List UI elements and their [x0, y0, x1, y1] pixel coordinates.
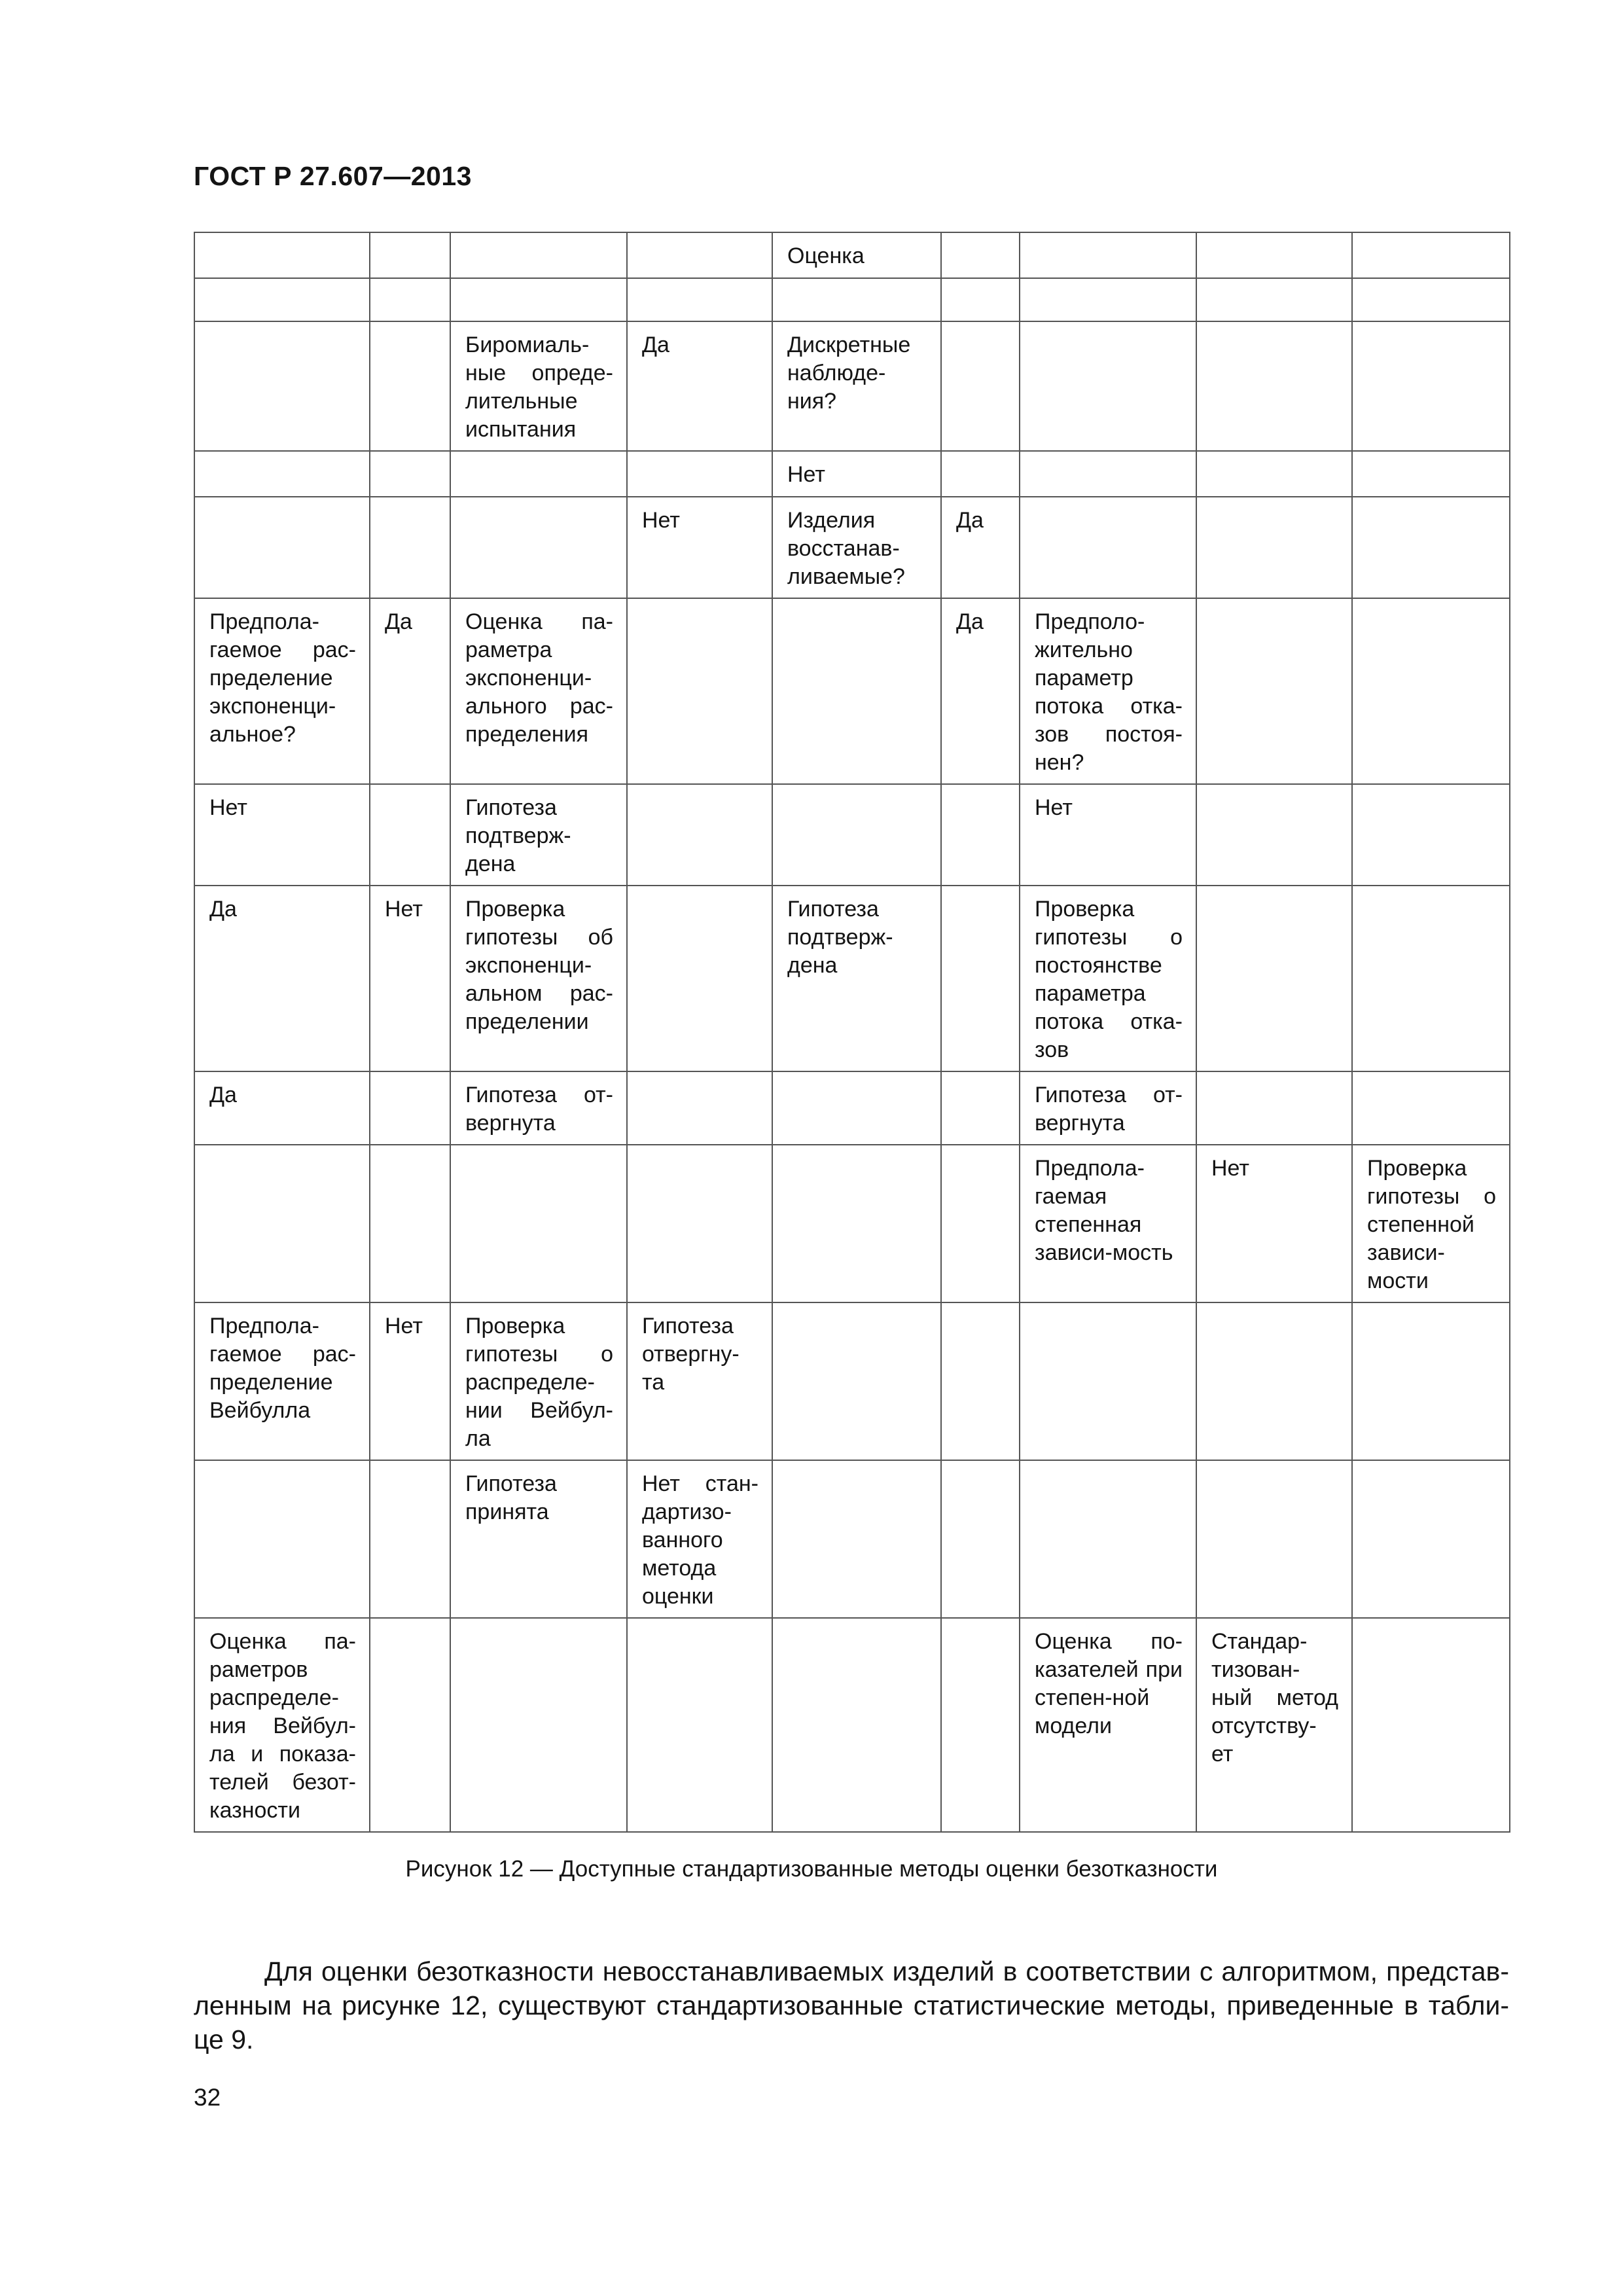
flowchart-table	[194, 232, 1510, 1833]
table-row	[194, 232, 1510, 278]
table-row	[194, 1460, 1510, 1618]
table-cell: Дискретные наблюде-ния?	[772, 321, 941, 451]
table-row	[194, 451, 1510, 497]
table-row	[194, 886, 1510, 1071]
table-cell: Нет	[370, 1302, 450, 1460]
table-cell: Оценка па-раметров распределе-ния Вейбул-ла и показа-телей безот-казности	[194, 1618, 370, 1832]
table-cell: Оценка	[772, 232, 941, 278]
table-cell: Оценка по-казателей при степен-ной модели	[1020, 1618, 1196, 1832]
table-cell: Нет	[370, 886, 450, 1071]
table-cell: Нет	[627, 497, 772, 598]
table-cell: Гипотеза принята	[450, 1460, 627, 1618]
table-cell: Предпола-гаемая степенная зависи-мость	[1020, 1145, 1196, 1302]
document-header: ГОСТ Р 27.607—2013	[194, 161, 472, 191]
table-row	[194, 784, 1510, 886]
table-cell: Изделия восстанав-ливаемые?	[772, 497, 941, 598]
table-cell: Нет	[772, 451, 941, 497]
table-row	[194, 278, 1510, 321]
table-cell: Стандар-тизован-ный метод отсутству-ет	[1196, 1618, 1352, 1832]
table-cell: Нет	[1196, 1145, 1352, 1302]
table-row	[194, 1071, 1510, 1145]
table-row	[194, 598, 1510, 784]
table-cell: Гипотеза подтверж-дена	[450, 784, 627, 886]
body-paragraph: Для оценки безотказности невосстанавливаемых изделий в соответствии с алгоритмом, представ-ленным на рисунке 12, существуют стандартизованные статистические методы, приведенные в табли-це 9.	[194, 1956, 1509, 2054]
table-cell: Гипотеза отвергну-та	[627, 1302, 772, 1460]
table-cell: Нет	[194, 784, 370, 886]
table-cell: Проверка гипотезы о степенной зависи-мости	[1352, 1145, 1510, 1302]
page-number: 32	[194, 2084, 221, 2111]
table-row	[194, 497, 1510, 598]
table-cell: Да	[627, 321, 772, 451]
table-cell: Да	[194, 886, 370, 1071]
table-cell: Да	[194, 1071, 370, 1145]
table-cell: Предполо-жительно параметр потока отка-зов постоя-нен?	[1020, 598, 1196, 784]
table-cell: Нет	[1020, 784, 1196, 886]
table-cell: Предпола-гаемое рас-пределение Вейбулла	[194, 1302, 370, 1460]
table-cell: Проверка гипотезы о распределе-нии Вейбул-ла	[450, 1302, 627, 1460]
table-cell: Нет стан-дартизо-ванного метода оценки	[627, 1460, 772, 1618]
table-cell: Да	[941, 497, 1020, 598]
table-row	[194, 1145, 1510, 1302]
table-row	[194, 1618, 1510, 1832]
table-cell: Предпола-гаемое рас-пределение экспоненци-альное?	[194, 598, 370, 784]
table-cell: Биромиаль-ные опреде-лительные испытания	[450, 321, 627, 451]
figure-caption: Рисунок 12 — Доступные стандартизованные методы оценки безотказности	[405, 1856, 1218, 1882]
table-row	[194, 1302, 1510, 1460]
table-cell: Проверка гипотезы об экспоненци-альном рас-пределении	[450, 886, 627, 1071]
table-cell: Гипотеза подтверж-дена	[772, 886, 941, 1071]
table-cell: Проверка гипотезы о постоянстве параметра потока отка-зов	[1020, 886, 1196, 1071]
table-cell: Да	[941, 598, 1020, 784]
table-cell: Гипотеза от-вергнута	[1020, 1071, 1196, 1145]
table-row	[194, 321, 1510, 451]
table-cell: Оценка па-раметра экспоненци-ального рас-пределения	[450, 598, 627, 784]
table-cell: Гипотеза от-вергнута	[450, 1071, 627, 1145]
table-cell: Да	[370, 598, 450, 784]
